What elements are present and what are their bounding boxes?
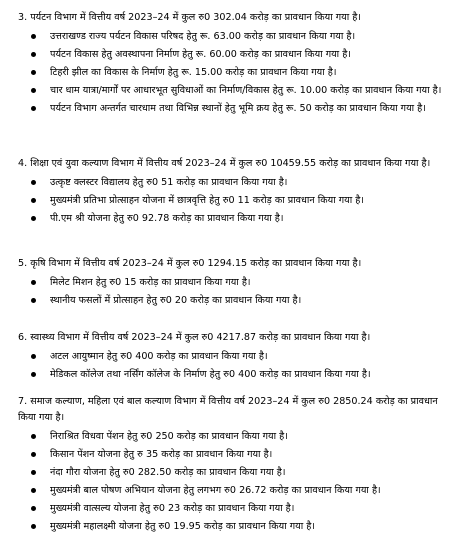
- list-item: टिहरी झील का विकास के निर्माण हेतु रू. 15.00 करोड़ का प्रावधान किया गया है।: [0, 66, 451, 79]
- bullet-icon: [31, 524, 36, 529]
- list-item: मुख्यमंत्री प्रतिभा प्रोत्साहन योजना में छात्रवृत्ति हेतु रु0 11 करोड़ का प्रावधान किया गया है।: [0, 194, 451, 207]
- list-item: निराश्रित विधवा पेंशन हेतु रु0 250 करोड़ का प्रावधान किया गया है।: [0, 430, 451, 443]
- section-health: [0, 330, 451, 386]
- bullet-list: [0, 176, 451, 225]
- bullet-list: [0, 350, 451, 381]
- section-heading: 7. समाज कल्याण, महिला एवं बाल कल्याण विभाग में वित्तीय वर्ष 2023–24 में कुल रु0 2850.24 करोड़ का प्रावधान किया गया है।: [18, 396, 438, 423]
- list-item: मुख्यमंत्री बाल पोषण अभियान योजना हेतु लगभग रु0 26.72 करोड़ का प्रावधान किया गया है।: [0, 484, 451, 497]
- section-tourism: [0, 10, 451, 120]
- bullet-icon: [31, 434, 36, 439]
- section-education: [0, 156, 451, 230]
- bullet-icon: [31, 70, 36, 75]
- bullet-icon: [31, 180, 36, 185]
- section-heading: 4. शिक्षा एवं युवा कल्याण विभाग में वित्तीय वर्ष 2023–24 में कुल रु0 10459.55 करोड़ का प्रावधान किया गया है।: [18, 158, 431, 169]
- bullet-list: [0, 430, 451, 533]
- list-item: किसान पेंशन योजना हेतु रु 35 करोड़ का प्रावधान किया गया है।: [0, 448, 451, 461]
- section-agriculture: [0, 256, 451, 312]
- bullet-icon: [31, 34, 36, 39]
- section-social-welfare: [0, 394, 451, 538]
- section-heading: 3. पर्यटन विभाग में वित्तीय वर्ष 2023–24 में कुल रु0 302.04 करोड़ का प्रावधान किया गया है।: [18, 12, 361, 23]
- bullet-list: [0, 30, 451, 115]
- list-item: अटल आयुष्मान हेतु रु0 400 करोड़ का प्रावधान किया गया है।: [0, 350, 451, 363]
- bullet-icon: [31, 216, 36, 221]
- list-item: मेडिकल कॉलेज तथा नर्सिंग कॉलेज के निर्माण हेतु रु0 400 करोड़ का प्रावधान किया गया है।: [0, 368, 451, 381]
- list-item: मुख्यमंत्री वात्सल्य योजना हेतु रु0 23 करोड़ का प्रावधान किया गया है।: [0, 502, 451, 515]
- bullet-icon: [31, 452, 36, 457]
- bullet-icon: [31, 198, 36, 203]
- list-item: पी.एम श्री योजना हेतु रु0 92.78 करोड़ का प्रावधान किया गया है।: [0, 212, 451, 225]
- section-heading: 5. कृषि विभाग में वित्तीय वर्ष 2023–24 में कुल रु0 1294.15 करोड़ का प्रावधान किया गया है।: [18, 258, 362, 269]
- bullet-icon: [31, 372, 36, 377]
- bullet-icon: [31, 354, 36, 359]
- bullet-icon: [31, 106, 36, 111]
- section-heading: 6. स्वास्थ्य विभाग में वित्तीय वर्ष 2023–24 में कुल रु0 4217.87 करोड़ का प्रावधान किया गया है।: [18, 332, 371, 343]
- list-item: चार धाम यात्रा/मार्गों पर आधारभूत सुविधाओं का निर्माण/विकास हेतु रू. 10.00 करोड़ का प्रावधान किया गया है।: [0, 84, 451, 97]
- bullet-icon: [31, 470, 36, 475]
- bullet-icon: [31, 506, 36, 511]
- list-item: उत्तराखण्ड राज्य पर्यटन विकास परिषद हेतु रू. 63.00 करोड़ का प्रावधान किया गया है।: [0, 30, 451, 43]
- list-item: नंदा गौरा योजना हेतु रु0 282.50 करोड़ का प्रावधान किया गया है।: [0, 466, 451, 479]
- list-item: मिलेट मिशन हेतु रु0 15 करोड़ का प्रावधान किया गया है।: [0, 276, 451, 289]
- bullet-list: [0, 276, 451, 307]
- list-item: पर्यटन विकास हेतु अवस्थापना निर्माण हेतु रू. 60.00 करोड़ का प्रावधान किया गया है।: [0, 48, 451, 61]
- list-item: स्थानीय फसलों में प्रोत्साहन हेतु रु0 20 करोड़ का प्रावधान किया गया है।: [0, 294, 451, 307]
- list-item: मुख्यमंत्री महालक्ष्मी योजना हेतु रु0 19.95 करोड़ का प्रावधान किया गया है।: [0, 520, 451, 533]
- bullet-icon: [31, 298, 36, 303]
- bullet-icon: [31, 488, 36, 493]
- list-item: उत्कृष्ट क्लस्टर विद्यालय हेतु रु0 51 करोड़ का प्रावधान किया गया है।: [0, 176, 451, 189]
- bullet-icon: [31, 88, 36, 93]
- bullet-icon: [31, 280, 36, 285]
- list-item: पर्यटन विभाग अन्तर्गत चारधाम तथा विभिन्न स्थानों हेतु भूमि क्रय हेतु रू. 50 करोड़ का प्रावधान किया गया है।: [0, 102, 451, 115]
- bullet-icon: [31, 52, 36, 57]
